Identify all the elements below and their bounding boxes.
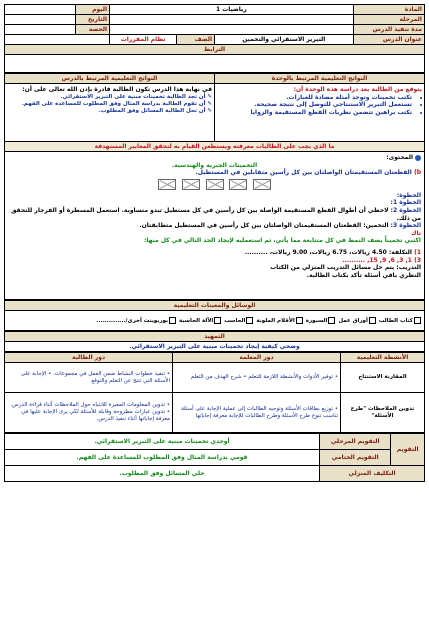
content-topic: التخمينات الجبرية والهندسية. xyxy=(171,161,258,169)
unit-outcomes-cell xyxy=(215,84,425,142)
summative-text: قومي بدراسة المثال وفق المطلوب للمساعدة على الفهم. xyxy=(5,450,320,466)
summative-label: التقويم الختامي xyxy=(320,450,391,466)
aids-heading: الوسائل والمعينات التعليمية xyxy=(5,301,425,311)
step3: الخطوة 3: التخمين: القطعتان المستقيمتان الواصلتان بين كل رأسين في المستطيل متطابقتان. xyxy=(139,222,421,230)
activity-cell: المقارنة الاستنتاج xyxy=(341,363,425,393)
warmup-table xyxy=(4,331,425,352)
unit-outcome-item: • تستعمل التبرير الاستنتاجي للتوصل إلى نتيجة صحيحة. xyxy=(217,101,412,109)
checkbox[interactable] xyxy=(169,317,176,324)
content-item-b: b) القطعتان المستقيمتان الواصلتان بين كل رأسين متقابلين في المستطيل. xyxy=(195,169,421,177)
subject-value: رياضيات 1 xyxy=(110,5,354,15)
linkage-label: الترابط xyxy=(5,45,425,55)
day-label: اليوم xyxy=(76,5,110,15)
lesson-outcome-item: ✎ أن تجد الطالبة تخمينات مبنية على التبرير الاستقرائي. xyxy=(60,93,212,100)
steps-heading: الخطوة: xyxy=(396,191,421,199)
rectangle-figure-icon xyxy=(229,179,247,190)
aids-table xyxy=(4,300,425,331)
homework-text: حلي المسائل وفق المطلوب. xyxy=(5,466,320,482)
stage-label: المرحلة xyxy=(353,15,424,25)
class-label: الصف xyxy=(177,35,215,45)
task-text: اكتبي تخميناً يصف النمط في كل متتابعة مما يأتي، ثم استعمليه لإيجاد الحد التالي في كل منها: xyxy=(143,237,421,245)
homework-label: التكليف المنزلي xyxy=(320,466,425,482)
rectangle-figure-icon xyxy=(253,179,271,190)
step2: الخطوة 2: لاحظي أن أطوال القطع المستقيمة الواصلة بين كل رأسين في كل مستطيل تبدو متساوية. استعمل المسطرة أو الفرجار للتحقق من ذلك. xyxy=(11,206,421,222)
unit-outcomes-heading: النواتج التعليمية المرتبط بالوحدة xyxy=(215,74,425,84)
question-3: 3) 1, 3, 6, 9, 15, .......... xyxy=(342,256,421,264)
warmup-heading: التمهيد xyxy=(5,332,425,342)
lesson-outcome-item: ✎ أن تحل الطالبة المسائل وفق المطلوب. xyxy=(98,107,212,114)
student-role-cell: • تدوين المعلومات المعيرة للانتباه حول الملاحظات أثناء قراءة الدرس. • تدوين عبارات مطروحة وقابلة للأسئلة لكي يرى الإجابة عليها في معرفة إجاباتها أثناء تنفيذ الدرس. xyxy=(5,393,173,433)
checkbox[interactable] xyxy=(246,317,253,324)
lesson-outcome-item: ✎ أن تقوم الطالبة بدراسة المثال وفق المطلوب للمساعدة على الفهم. xyxy=(21,100,212,107)
duration-label: مدة تنفيذ الدرس xyxy=(353,25,424,35)
formative-text: أوجدي تخمينات مبنية على التبرير الاستقرائي. xyxy=(5,434,320,450)
header-table xyxy=(4,4,425,73)
practice-line: التدريب: يتم حل مسائل التدريب المنزلي من الكتاب xyxy=(270,264,421,272)
student-col-header: دور الطالبة xyxy=(5,353,173,363)
checkbox[interactable] xyxy=(296,317,303,324)
date-label: التاريخ xyxy=(76,15,110,25)
activities-table xyxy=(4,352,425,433)
aids-list: كتاب الطالب أوراق عمل السبورة الأقلام الملونة الحاسب الآلة الحاسبة بوربوينت أخرى/.............. xyxy=(5,311,425,331)
checkbox[interactable] xyxy=(328,317,335,324)
lesson-outcomes-cell xyxy=(5,84,215,142)
bullet-icon xyxy=(415,155,421,161)
period-label: الحصة xyxy=(76,25,110,35)
assessment-label: التقويم xyxy=(391,434,425,466)
lesson-title-value: التبرير الاستقرائي والتخمين xyxy=(215,35,354,45)
content-section xyxy=(4,152,425,300)
lesson-outcomes-heading: النواتج التعليمية المرتبط بالدرس xyxy=(5,74,215,84)
question-1: 1) التكلفة: 4.50 ريالات، 6.75 ريالات، 9.00 ريالات، .......... xyxy=(244,248,421,256)
teacher-role-cell: • توزيع بطاقات الأسئلة وتوجيه الطالبات إلى عملية الإجابة على أسئلة تناسب تنوع طرح الأسئلة وطرح الطالبات للإجابة معرفة إجاباتها xyxy=(173,393,341,433)
lesson-plan-page xyxy=(4,4,425,482)
activity-cell: تدوين الملاحظات "طرح الأسئلة" xyxy=(341,393,425,433)
step1-label: الخطوة 1: xyxy=(390,199,421,207)
student-role-cell: • تنفيذ خطوات النشاط ضمن العمل في مجموعات. • الإجابة على الأسئلة التي تنتج عن التعلم والتوقع xyxy=(5,363,173,393)
unit-outcome-item: • تكتب براهين تتضمن نظريات القطع المستقيمة والزوايا xyxy=(217,109,412,117)
content-heading: المحتوى: xyxy=(8,154,421,162)
unit-outcomes-intro: يتوقع من الطالبة بعد دراسة هذه الوحدة أن: xyxy=(293,86,422,93)
checkbox[interactable] xyxy=(369,317,376,324)
warmup-subheading: وضحي كيفية إيجاد تخمينات مبنية على التبرير الاستقرائي. xyxy=(5,342,425,352)
lesson-title-label: عنوان الدرس xyxy=(353,35,424,45)
assessment-table xyxy=(4,433,425,482)
criteria-banner: ما الذي يجب على الطالبات معرفته ويستطعن القيام به لتحقق المعايير المستهدفة xyxy=(5,142,425,152)
try-label: تاك xyxy=(410,229,421,237)
lesson-outcomes-intro: في نهاية هذا الدرس تكون الطالبة قادرة بإذن الله تعالى على أن: xyxy=(22,86,212,93)
outcomes-table xyxy=(4,73,425,152)
unit-outcome-item: • تكتب تخمينات وتوجد أمثلة مضادة للعبارات. xyxy=(217,94,412,102)
teacher-role-cell: • توفير الأدوات والأنشطة اللازمة للتعلم • شرح الهدف من التعلم xyxy=(173,363,341,393)
activity-col-header: الأنشطة التعليمية xyxy=(341,353,425,363)
checkbox[interactable] xyxy=(214,317,221,324)
rectangle-figure-icon xyxy=(182,179,200,190)
system-label: نظام المقررات xyxy=(110,35,177,45)
formative-label: التقويم المرحلي xyxy=(320,434,391,450)
rectangles-figure xyxy=(8,179,421,190)
checkbox[interactable] xyxy=(414,317,421,324)
teacher-col-header: دور المعلمة xyxy=(173,353,341,363)
subject-label: المادة xyxy=(353,5,424,15)
rectangle-figure-icon xyxy=(158,179,176,190)
more-line: النظري باقي أسئلة تأكد بكتاب الطالبة. xyxy=(306,271,421,279)
rectangle-figure-icon xyxy=(206,179,224,190)
